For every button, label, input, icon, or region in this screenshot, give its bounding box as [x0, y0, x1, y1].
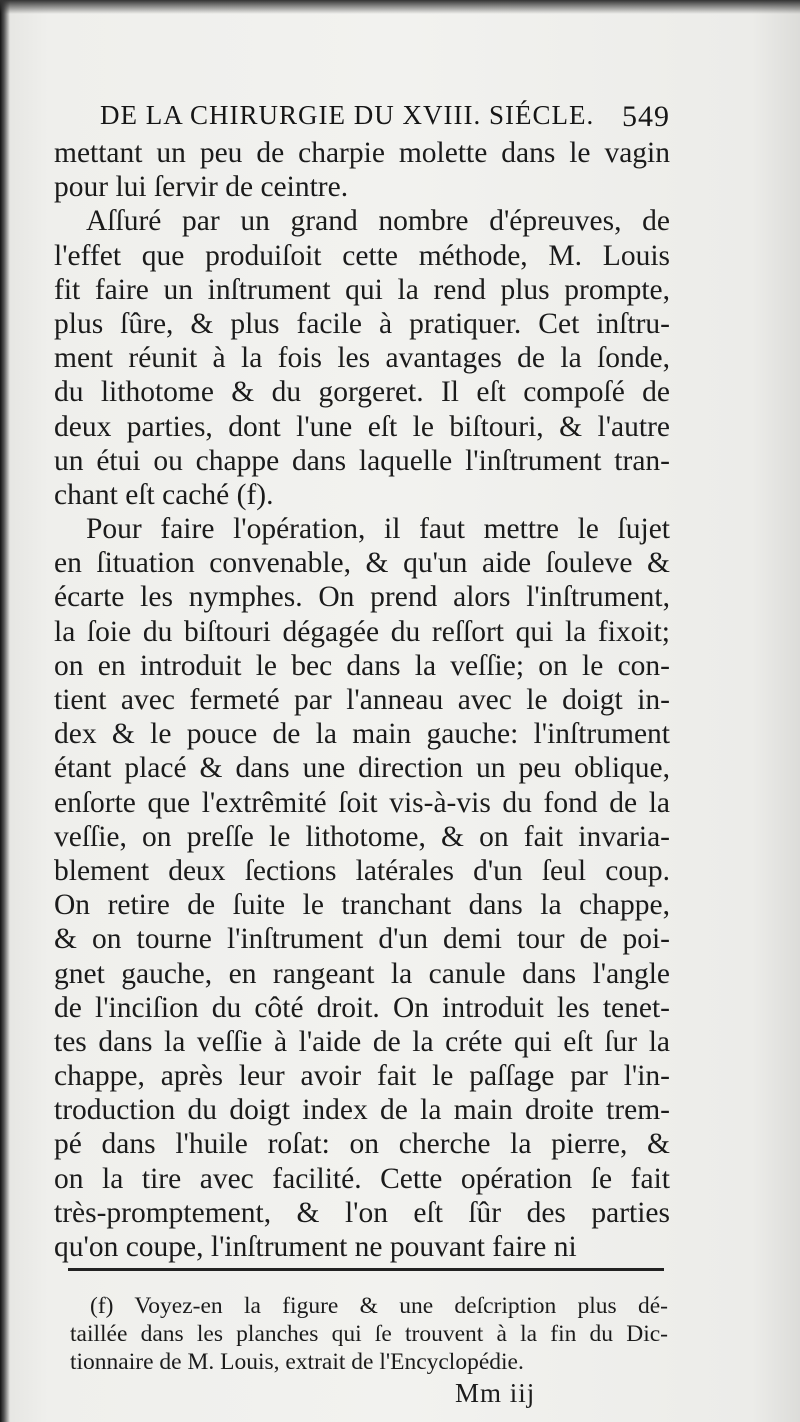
top-edge-shadow — [0, 0, 800, 14]
page-number: 549 — [622, 100, 670, 133]
text-line: écarte les nymphes. On prend alors l'inſtrument, — [54, 581, 670, 614]
text-line: mettant un peu de charpie molette dans le vagin — [54, 137, 670, 169]
running-head: DE LA CHIRURGIE DU XVIII. SIÉCLE. — [100, 100, 595, 130]
text-line: tient avec fermeté par l'anneau avec le doigt in- — [54, 684, 670, 716]
text-line: plus ſûre, & plus facile à pratiquer. Cet inſtru- — [54, 307, 670, 340]
text-line: gnet gauche, en rangeant la canule dans l'angle — [54, 957, 670, 990]
text-line: dex & le pouce de la main gauche: l'inſtrument — [54, 718, 670, 751]
text-line: on en introduit le bec dans la veſſie; on le con- — [54, 649, 670, 682]
text-line: pour lui ſervir de ceintre. — [54, 171, 349, 204]
text-line: enſorte que l'extrêmité ſoit vis-à-vis du fond de la — [54, 786, 670, 819]
text-line: & on tourne l'inſtrument d'un demi tour de poi- — [54, 923, 670, 956]
text-line: tes dans la veſſie à l'aide de la créte qui eſt ſur la — [54, 1025, 670, 1058]
text-line: l'effet que produiſoit cette méthode, M. Louis — [54, 239, 670, 272]
text-line: Pour faire l'opération, il faut mettre le ſujet — [86, 513, 670, 546]
text-line: très-promptement, & l'on eſt ſûr des parties — [54, 1196, 670, 1229]
text-line: on la tire avec facilité. Cette opération ſe fait — [54, 1162, 670, 1195]
text-line: On retire de ſuite le tranchant dans la chappe, — [54, 889, 670, 922]
text-line: la ſoie du biſtouri dégagée du reſſort qui la fixoit; — [54, 615, 670, 648]
text-line: du lithotome & du gorgeret. Il eſt compoſé de — [54, 376, 670, 409]
text-line: troduction du doigt index de la main droite trem- — [54, 1094, 670, 1127]
text-line: blement deux ſections latérales d'un ſeul coup. — [54, 854, 670, 887]
text-line: étant placé & dans une direction un peu oblique, — [54, 752, 670, 785]
signature-mark: Mm iij — [455, 1378, 536, 1408]
binding-shadow — [0, 0, 10, 1422]
text-line: un étui ou chappe dans laquelle l'inſtrument tran- — [54, 444, 670, 477]
footnote-line: (f) Voyez-en la figure & une deſcription plus dé- — [90, 1293, 668, 1319]
text-line: qu'on coupe, l'inſtrument ne pouvant faire ni — [54, 1231, 577, 1263]
text-line: chant eſt caché (f). — [54, 478, 274, 511]
body-text — [54, 136, 670, 1264]
page-header — [100, 100, 670, 131]
footnote — [70, 1292, 668, 1376]
text-line: ment réunit à la fois les avantages de la ſonde, — [54, 342, 670, 375]
text-line: veſſie, on preſſe le lithotome, & on fait invaria- — [54, 820, 670, 853]
text-line: chappe, après leur avoir fait le paſſage par l'in- — [54, 1060, 670, 1093]
text-line: fit faire un inſtrument qui la rend plus prompte, — [54, 273, 670, 306]
text-line: de l'inciſion du côté droit. On introduit les tenet- — [54, 991, 670, 1024]
text-line: Aſſuré par un grand nombre d'épreuves, de — [86, 205, 670, 238]
text-line: pé dans l'huile roſat: on cherche la pierre, & — [54, 1128, 670, 1161]
text-line: deux parties, dont l'une eſt le biſtouri, & l'autre — [54, 410, 670, 443]
footnote-line: tionnaire de M. Louis, extrait de l'Encyclopédie. — [70, 1349, 524, 1375]
text-line: en ſituation convenable, & qu'un aide ſouleve & — [54, 547, 670, 580]
footnote-rule — [68, 1268, 664, 1271]
footnote-line: taillée dans les planches qui ſe trouvent à la fin du Dic- — [70, 1321, 668, 1347]
